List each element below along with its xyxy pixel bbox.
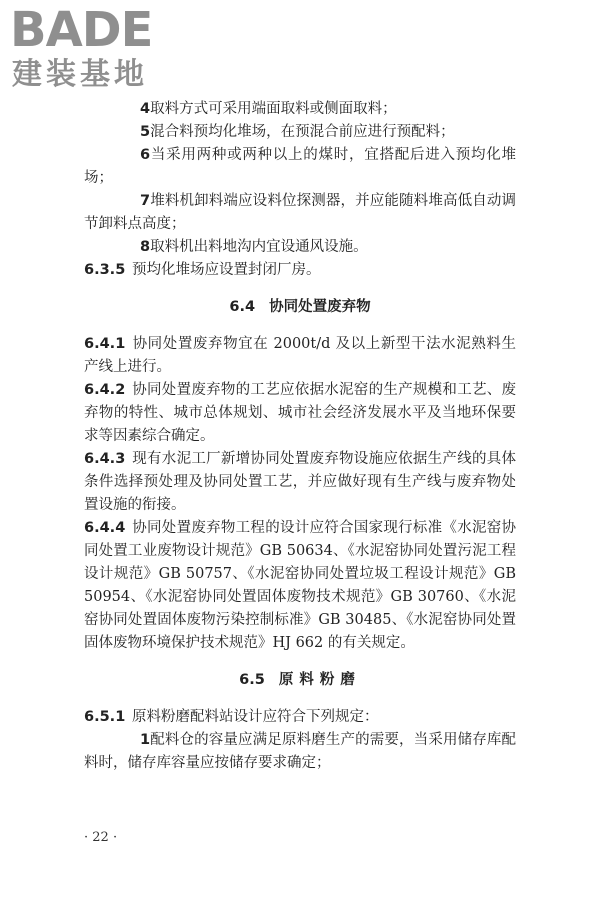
list-item: 4取料方式可采用端面取料或侧面取料；	[140, 101, 397, 117]
clause-6-4-2: 6.4.2 协同处置废弃物的工艺应依据水泥窑的生产规模和工艺、废弃物的特性、城市总体规划、城市社会经济发展水平及当地环保要求等因素综合确定。	[84, 382, 516, 444]
document-body	[84, 98, 516, 775]
section-heading-6-5: 6.5 原料粉磨	[239, 672, 361, 688]
clause-6-5-1: 6.5.1 原料粉磨配料站设计应符合下列规定：	[84, 709, 379, 725]
clause-6-4-4: 6.4.4 协同处置废弃物工程的设计应符合国家现行标准《水泥窑协同处置工业废物设计规范》GB 50634、《水泥窑协同处置污泥工程设计规范》GB 50757、《水泥窑协同处置垃圾工程设计规范》GB 50954、《水泥窑协同处置固体废物技术规范》GB 30760、《水泥窑协同处置固体废物污染控制标准》GB 30485、《水泥窑协同处置固体废物环境保护技术规范》HJ 662 的有关规定。	[84, 520, 516, 651]
list-item: 8取料机出料地沟内宜设通风设施。	[140, 239, 368, 255]
clause-6-3-5: 6.3.5 预均化堆场应设置封闭厂房。	[84, 262, 321, 278]
section-heading-6-4: 6.4 协同处置废弃物	[229, 299, 371, 315]
logo-subtitle: 建装基地	[12, 57, 148, 92]
list-item: 1配料仓的容量应满足原料磨生产的需要，当采用储存库配料时，储存库容量应按储存要求确定；	[84, 732, 516, 771]
list-item: 6当采用两种或两种以上的煤时，宜搭配后进入预均化堆场；	[84, 147, 516, 186]
bade-logo	[10, 4, 180, 96]
logo-wordmark: BADE	[10, 2, 153, 58]
list-item: 7堆料机卸料端应设料位探测器，并应能随料堆高低自动调节卸料点高度；	[84, 193, 516, 232]
list-item: 5混合料预均化堆场，在预混合前应进行预配料；	[140, 124, 455, 140]
clause-6-4-3: 6.4.3 现有水泥工厂新增协同处置废弃物设施应依据生产线的具体条件选择预处理及协同处置工艺，并应做好现有生产线与废弃物处置设施的衔接。	[84, 451, 516, 513]
page-number: · 22 ·	[84, 830, 118, 845]
clause-6-4-1: 6.4.1 协同处置废弃物宜在 2000t/d 及以上新型干法水泥熟料生产线上进行。	[84, 336, 516, 375]
